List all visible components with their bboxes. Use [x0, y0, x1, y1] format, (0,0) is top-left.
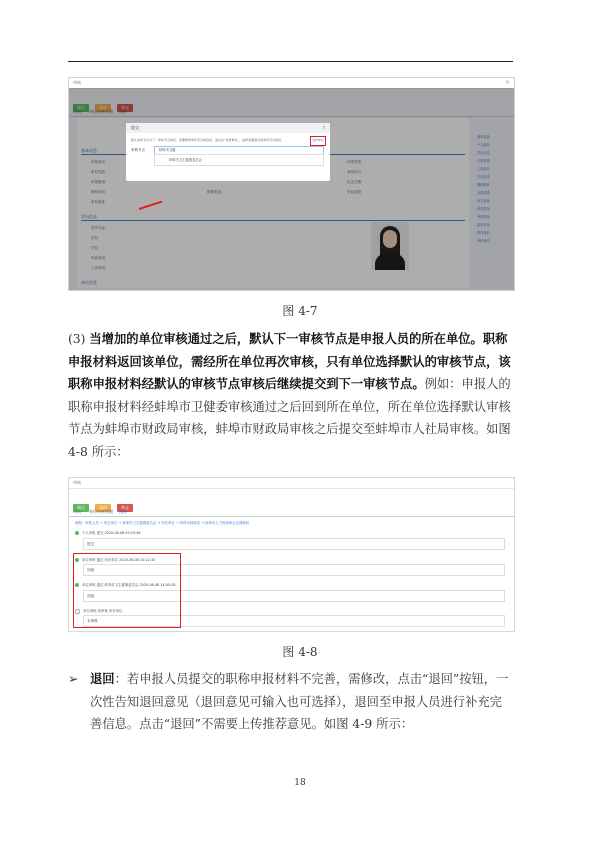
figure-caption: 图 4-8 [282, 645, 318, 659]
nav-item[interactable]: 任职资格 [477, 159, 490, 163]
opinion-box: 提交 [83, 538, 505, 550]
dialog-title: 提交 [126, 123, 330, 133]
bullet-term: 退回 [90, 671, 115, 686]
field-label: 出生日期： [347, 180, 365, 184]
nav-item[interactable]: 学历信息 [477, 151, 490, 155]
select-unit-highlight[interactable] [310, 136, 326, 146]
flow-node: 单位审核 通过 所在单位 2020-06-08 10:12:30 [75, 557, 155, 562]
paragraph-text: 审核节点为蚌埠市财政局审核，蚌埠市财政局审核之后提交至蚌埠市人社局审 [68, 399, 511, 437]
submit-dialog [126, 123, 330, 181]
field-label: 毕业院校： [347, 190, 365, 194]
opinion-box: 同意 [83, 564, 505, 576]
flow-node: 单位审核 待审核 所在单位 [75, 608, 122, 614]
field-label: 单位地址： [91, 200, 109, 204]
figure-4-7-screenshot [68, 77, 515, 291]
tab-flow[interactable]: 流程 [119, 509, 127, 514]
bullet-text: ：若申报人员提交的职称申报材料不完善，需修改，点击“退回”按钮，一 [114, 672, 509, 686]
close-icon[interactable]: × [504, 79, 510, 86]
paragraph-number: (3) [68, 332, 86, 346]
field-label: 身份证号： [347, 170, 365, 174]
nav-item[interactable]: 附件材料 [477, 231, 490, 235]
return-button[interactable]: 退回 [95, 104, 111, 112]
window-title-bar: 审核 [69, 478, 514, 489]
bullet-text: 信息。点击“退回”不需要上传推荐意见。如图 4-9 所示： [102, 717, 414, 732]
tab-flow[interactable]: 流程 [119, 109, 127, 114]
approve-button[interactable]: 通过 [73, 504, 89, 512]
nav-item[interactable]: 继续教育 [477, 183, 490, 187]
header-rule [68, 61, 513, 62]
paragraph-text: 核。如图 4-8 所示： [68, 422, 511, 459]
tab-unit-review[interactable]: 单位审核管理 [89, 509, 113, 514]
section-basic-info: 基本信息 [81, 148, 97, 153]
unit-search-input[interactable]: 蚌埠市卫健 [154, 146, 324, 155]
field-label: 工作时间： [91, 266, 109, 270]
field-label: 审核节点 [131, 148, 145, 152]
tab-unit-review[interactable]: 单位审核管理 [89, 109, 113, 114]
paragraph-text: 例如：申报人 [424, 377, 499, 392]
field-label: 聘任时间： [91, 190, 109, 194]
nav-item[interactable]: 考核情况 [477, 215, 490, 219]
close-icon[interactable]: × [321, 125, 326, 131]
tab-details[interactable]: 详情 [73, 509, 81, 514]
window-title-bar: 审核 × [69, 78, 514, 89]
nav-item[interactable]: 审核意见 [477, 239, 490, 243]
dialog-tip: 默认审核节点为下一审核节点单位，需要修改审核节点单位时，请点击“选择单位”，选择需要提交的审核节点单位。 [131, 138, 285, 142]
field-label: 申报级别： [91, 180, 109, 184]
field-label: 申报单位： [91, 160, 109, 164]
unit-option[interactable]: 蚌埠市卫生健康委员会 [154, 154, 324, 166]
approve-button[interactable]: 通过 [73, 104, 89, 112]
page-number: 18 [294, 778, 306, 788]
field-label: 单位性质： [91, 170, 109, 174]
flow-node: 单位审核 通过 蚌埠市卫生健康委员会 2020-06-08 14:05:18 [75, 582, 176, 587]
flow-node: 个人申报 提交 2020-06-08 09:25:46 [75, 530, 141, 535]
return-button[interactable]: 退回 [95, 504, 111, 512]
nav-item[interactable]: 业绩成果 [477, 191, 490, 195]
nav-item[interactable]: 工作经历 [477, 167, 490, 171]
bullet-paragraph [90, 668, 514, 736]
nav-item[interactable]: 论文论著 [477, 199, 490, 203]
select-unit-link[interactable]: 选择单位 [312, 138, 325, 142]
highlight-box [73, 553, 181, 628]
bullet-text: 次性告知退回意见（退回意见可输入也可选择），退回至申报人员进行补充完善 [90, 694, 502, 732]
nav-item[interactable]: 专业技术 [477, 175, 490, 179]
opinion-box: 未审核 [83, 615, 505, 627]
field-label: 学历： [91, 236, 102, 240]
status-dot [75, 531, 79, 535]
terminate-button[interactable]: 终止 [117, 504, 133, 512]
field-label: 联系电话： [207, 190, 225, 194]
terminate-button[interactable]: 终止 [117, 104, 133, 112]
nav-item[interactable]: 获奖情况 [477, 207, 490, 211]
section-unit-info: 单位信息 [81, 280, 97, 285]
nav-item[interactable]: 基本信息 [477, 135, 490, 139]
opinion-box: 同意 [83, 590, 505, 602]
field-label: 学位： [91, 246, 102, 250]
nav-item[interactable]: 个人履历 [477, 143, 490, 147]
modal-overlay [69, 88, 514, 290]
paragraph-bold: 当增加的单位审核通过之后，默认下一审核节点是申报人员的所在单位。职称申报材料返回该单位，需经所在单位再次审核，只有单位选择默认的审核节点，该职称申报材料经默认的审核节点审核后继续提交到下一审核节点。 [68, 331, 511, 392]
bullet-marker: ➢ [68, 672, 79, 686]
field-label: 毕业时间： [91, 256, 109, 260]
tab-bar [69, 508, 514, 517]
field-label: 评审类型： [347, 160, 365, 164]
paragraph-text: 的职称申报材料经蚌埠市卫健委审核通过之后回到所在单位，所在单位选择默认 [68, 377, 511, 414]
nav-item[interactable]: 推荐意见 [477, 223, 490, 227]
figure-4-8-screenshot [68, 477, 515, 632]
tab-details[interactable]: 详情 [73, 109, 81, 114]
flow-path: 流程：申报人员 → 所在单位 → 蚌埠市卫生健康委员会 → 所在单位 → 蚌埠市财政局 → 蚌埠市人力资源和社会保障局 [75, 521, 250, 525]
section-education: 学历信息 [81, 214, 97, 219]
paragraph-3 [68, 328, 514, 464]
field-label: 所学专业： [91, 226, 109, 230]
figure-caption: 图 4-7 [282, 304, 318, 318]
